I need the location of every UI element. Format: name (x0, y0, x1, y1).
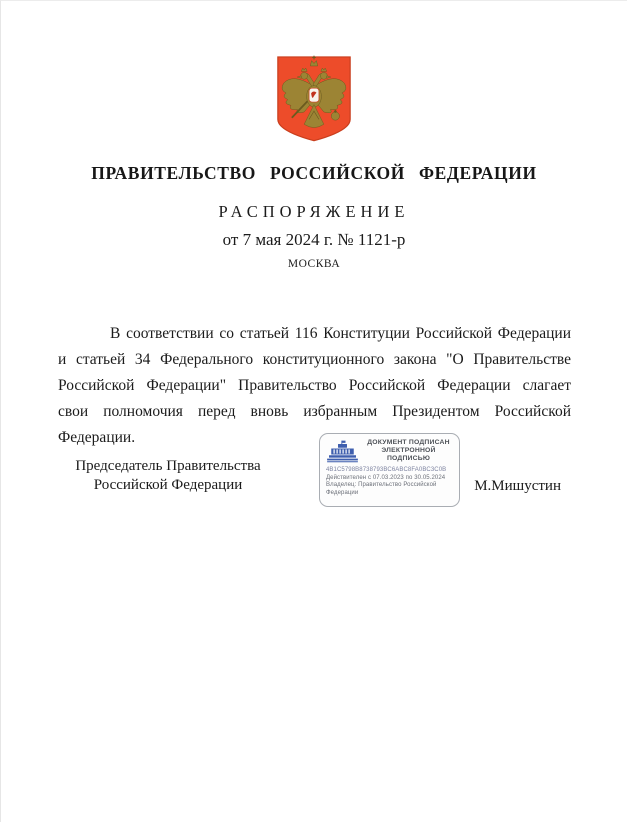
stamp-title-line1: ДОКУМЕНТ ПОДПИСАН (367, 439, 450, 446)
signer-position-line2: Российской Федерации (93, 477, 243, 493)
document-date-number: от 7 мая 2024 г. № 1121-р (222, 230, 406, 249)
stamp-header (326, 439, 453, 463)
electronic-signature-stamp (319, 433, 460, 507)
body-line: и статьей 34 Федерального конституционного закона "О Правительстве (58, 351, 571, 368)
body-line: Федерации. (58, 429, 136, 446)
city-label: МОСКВА (287, 258, 341, 270)
stamp-validity: Действителен с 07.03.2023 по 30.05.2024 (326, 474, 446, 481)
signer-name: М.Мишустин (474, 478, 561, 494)
body-line: свои полномочия перед вновь избранным Президентом Российской (58, 403, 571, 420)
stamp-title-line2: ЭЛЕКТРОННОЙ ПОДПИСЬЮ (381, 447, 436, 462)
stamp-owner-line2: Федерации (326, 489, 359, 496)
body-line: Российской Федерации" Правительство Российской Федерации слагает (58, 377, 571, 394)
decree-body-paragraph (58, 321, 571, 451)
stamp-details (326, 467, 453, 497)
stamp-title (364, 439, 453, 463)
signer-position-title (63, 457, 273, 495)
document-type-heading: РАСПОРЯЖЕНИЕ (218, 202, 410, 221)
government-org-name: ПРАВИТЕЛЬСТВО РОССИЙСКОЙ ФЕДЕРАЦИИ (91, 163, 537, 183)
body-line: В соответствии со статьей 116 Конституции Российской Федерации (110, 325, 571, 342)
russian-coat-of-arms-icon (273, 52, 356, 144)
stamp-certificate-number: 4B1C5798B8738793BC6ABC8FA0BC3C0B (326, 467, 447, 473)
stamp-owner-line1: Владелец: Правительство Российской (326, 482, 437, 489)
government-building-icon (326, 440, 359, 463)
signer-position-line1: Председатель Правительства (75, 458, 261, 474)
